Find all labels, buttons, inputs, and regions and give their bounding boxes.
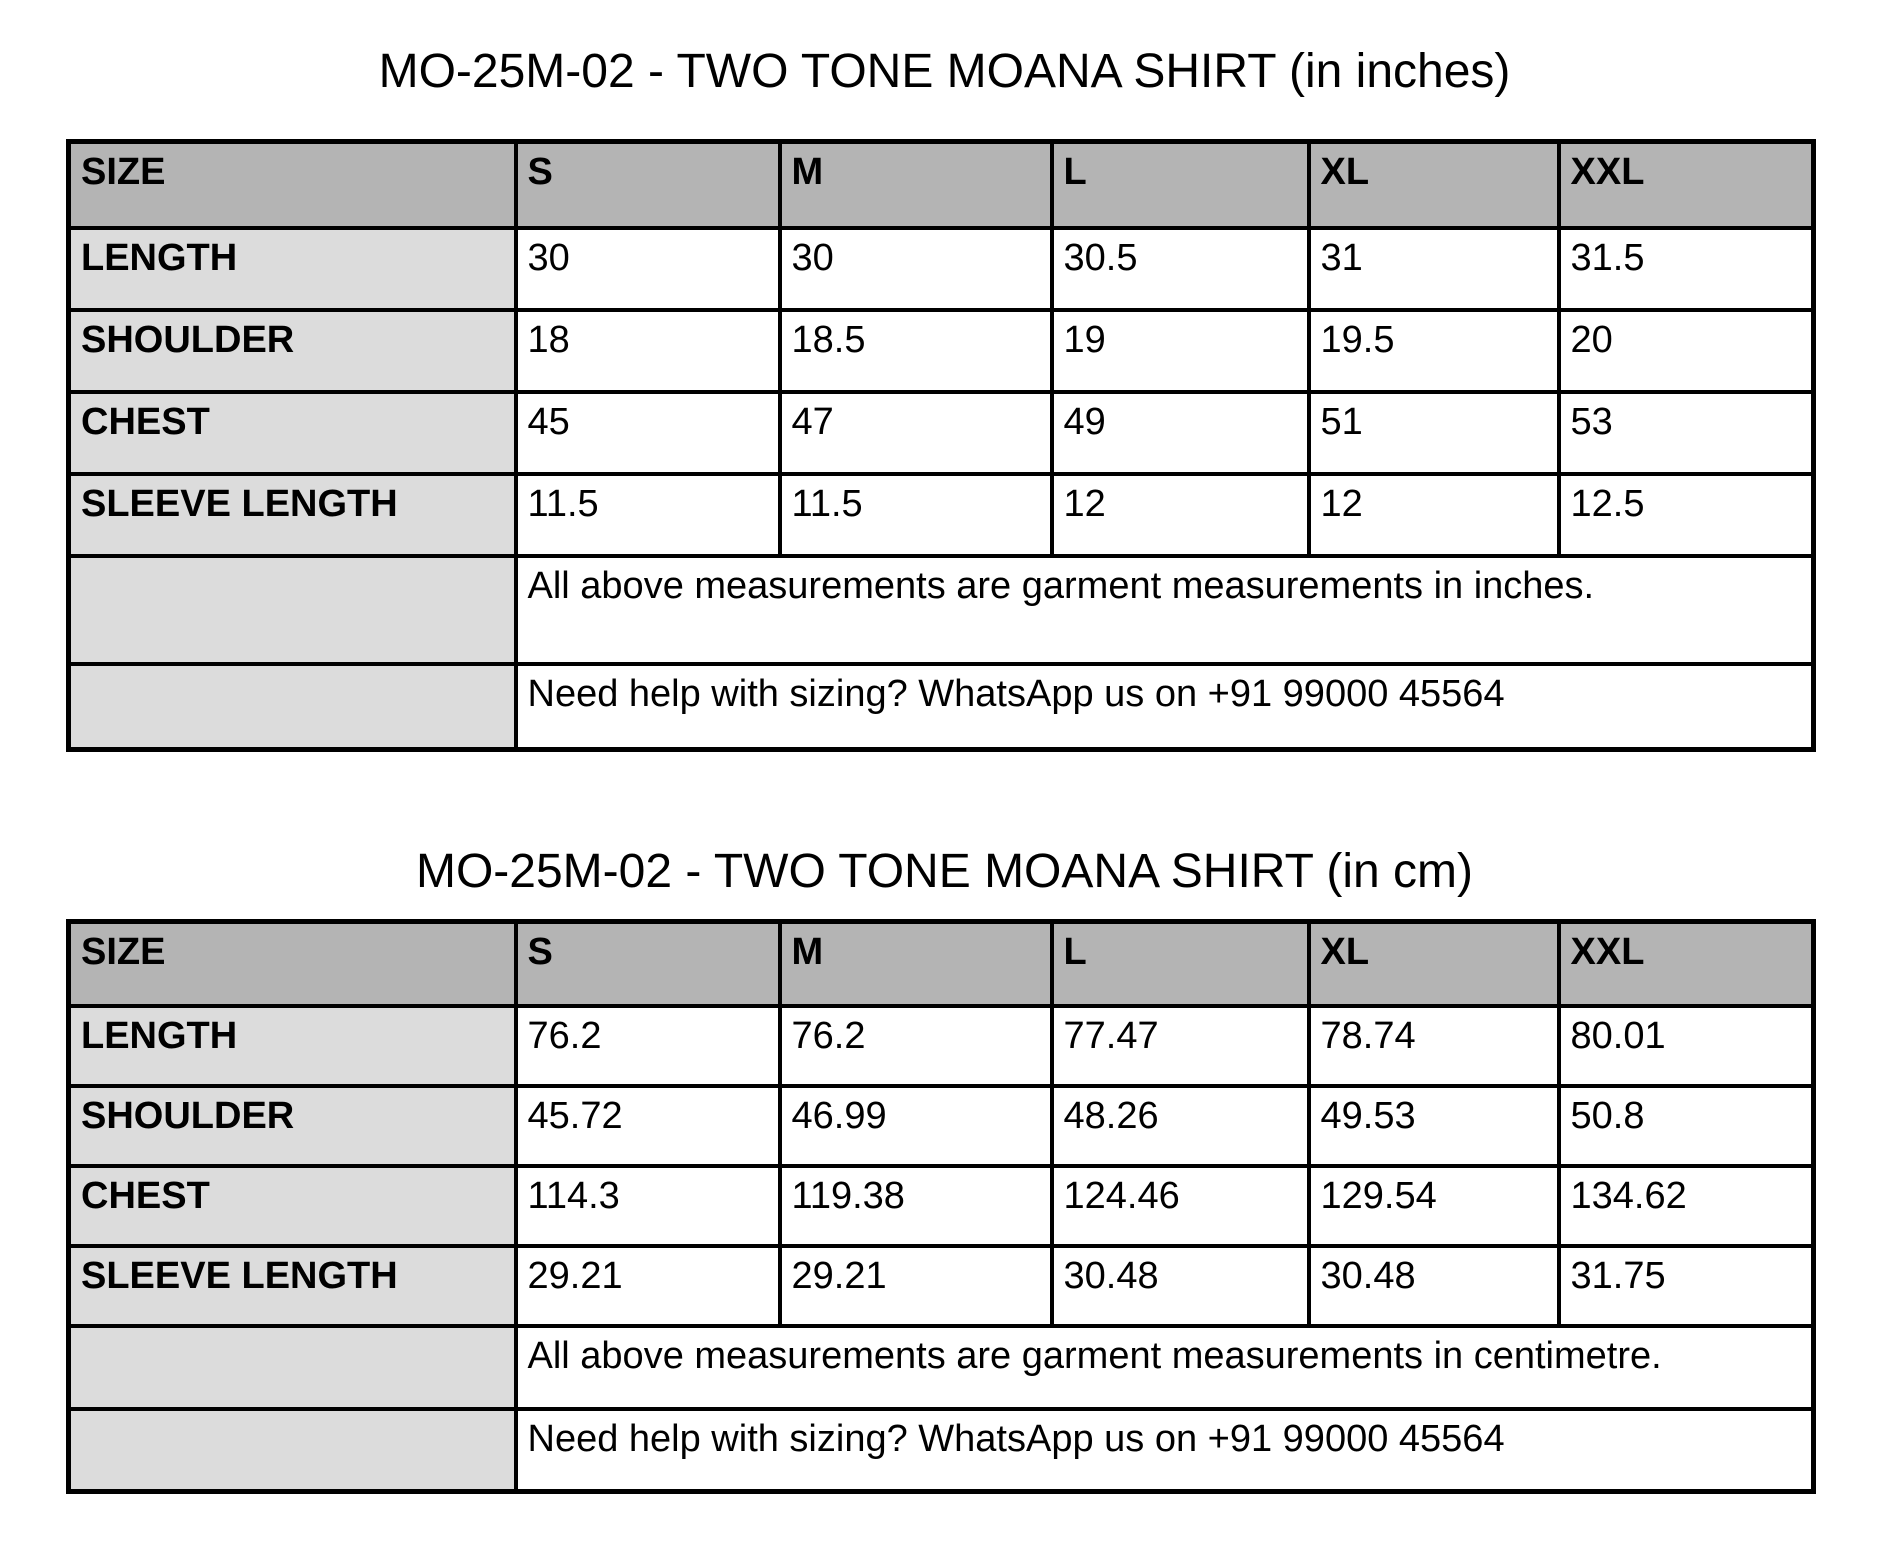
header-cell-xl: XL [1309, 922, 1559, 1006]
row-label-length: LENGTH [69, 1006, 516, 1086]
header-cell-s: S [516, 922, 780, 1006]
cell-sleeve-l: 30.48 [1052, 1246, 1309, 1326]
cell-chest-xxl: 53 [1559, 392, 1814, 474]
note-row-whatsapp [69, 1409, 1814, 1492]
cell-length-s: 76.2 [516, 1006, 780, 1086]
cell-sleeve-xl: 30.48 [1309, 1246, 1559, 1326]
cell-chest-m: 47 [780, 392, 1052, 474]
note-cell-whatsapp: Need help with sizing? WhatsApp us on +91 99000 45564 [516, 1409, 1814, 1492]
empty-label-cell [69, 664, 516, 750]
row-label-shoulder: SHOULDER [69, 1086, 516, 1166]
empty-label-cell [69, 556, 516, 664]
cell-chest-xl: 129.54 [1309, 1166, 1559, 1246]
note-cell-measurements: All above measurements are garment measurements in inches. [516, 556, 1814, 664]
cell-shoulder-xxl: 20 [1559, 310, 1814, 392]
header-cell-l: L [1052, 142, 1309, 228]
cell-chest-m: 119.38 [780, 1166, 1052, 1246]
header-cell-l: L [1052, 922, 1309, 1006]
cell-chest-s: 45 [516, 392, 780, 474]
cell-shoulder-m: 46.99 [780, 1086, 1052, 1166]
cell-shoulder-m: 18.5 [780, 310, 1052, 392]
header-cell-xxl: XXL [1559, 142, 1814, 228]
header-row [69, 142, 1814, 228]
cell-length-l: 30.5 [1052, 228, 1309, 310]
cell-sleeve-s: 11.5 [516, 474, 780, 556]
cell-shoulder-s: 45.72 [516, 1086, 780, 1166]
row-label-sleeve-length: SLEEVE LENGTH [69, 1246, 516, 1326]
row-label-chest: CHEST [69, 1166, 516, 1246]
row-label-shoulder: SHOULDER [69, 310, 516, 392]
cell-shoulder-s: 18 [516, 310, 780, 392]
size-chart-table-inches [66, 139, 1816, 752]
note-row-whatsapp [69, 664, 1814, 750]
note-cell-measurements: All above measurements are garment measurements in centimetre. [516, 1326, 1814, 1409]
note-cell-whatsapp: Need help with sizing? WhatsApp us on +91 99000 45564 [516, 664, 1814, 750]
table-row-length [69, 228, 1814, 310]
table-row-chest [69, 392, 1814, 474]
header-cell-xxl: XXL [1559, 922, 1814, 1006]
cell-length-m: 30 [780, 228, 1052, 310]
table-row-sleeve-length [69, 474, 1814, 556]
header-cell-size: SIZE [69, 922, 516, 1006]
cell-chest-xl: 51 [1309, 392, 1559, 474]
size-chart-table-cm [66, 919, 1816, 1494]
cell-shoulder-xxl: 50.8 [1559, 1086, 1814, 1166]
cell-shoulder-xl: 19.5 [1309, 310, 1559, 392]
cell-sleeve-s: 29.21 [516, 1246, 780, 1326]
header-cell-s: S [516, 142, 780, 228]
cell-length-m: 76.2 [780, 1006, 1052, 1086]
header-row [69, 922, 1814, 1006]
header-cell-size: SIZE [69, 142, 516, 228]
cell-sleeve-m: 11.5 [780, 474, 1052, 556]
header-cell-m: M [780, 922, 1052, 1006]
header-cell-m: M [780, 142, 1052, 228]
cell-chest-l: 49 [1052, 392, 1309, 474]
size-chart-title-cm: MO-25M-02 - TWO TONE MOANA SHIRT (in cm) [415, 845, 1474, 899]
empty-label-cell [69, 1326, 516, 1409]
cell-chest-s: 114.3 [516, 1166, 780, 1246]
cell-shoulder-l: 19 [1052, 310, 1309, 392]
cell-sleeve-xl: 12 [1309, 474, 1559, 556]
table-row-shoulder [69, 1086, 1814, 1166]
cell-length-xxl: 80.01 [1559, 1006, 1814, 1086]
row-label-sleeve-length: SLEEVE LENGTH [69, 474, 516, 556]
header-cell-xl: XL [1309, 142, 1559, 228]
cell-length-s: 30 [516, 228, 780, 310]
table-row-length [69, 1006, 1814, 1086]
cell-sleeve-m: 29.21 [780, 1246, 1052, 1326]
cell-length-xl: 31 [1309, 228, 1559, 310]
cell-shoulder-xl: 49.53 [1309, 1086, 1559, 1166]
cell-sleeve-xxl: 31.75 [1559, 1246, 1814, 1326]
cell-length-l: 77.47 [1052, 1006, 1309, 1086]
cell-chest-l: 124.46 [1052, 1166, 1309, 1246]
table-row-chest [69, 1166, 1814, 1246]
cell-sleeve-l: 12 [1052, 474, 1309, 556]
cell-length-xxl: 31.5 [1559, 228, 1814, 310]
cell-chest-xxl: 134.62 [1559, 1166, 1814, 1246]
cell-length-xl: 78.74 [1309, 1006, 1559, 1086]
empty-label-cell [69, 1409, 516, 1492]
row-label-chest: CHEST [69, 392, 516, 474]
row-label-length: LENGTH [69, 228, 516, 310]
table-row-sleeve-length [69, 1246, 1814, 1326]
note-row-measurements [69, 1326, 1814, 1409]
cell-shoulder-l: 48.26 [1052, 1086, 1309, 1166]
cell-sleeve-xxl: 12.5 [1559, 474, 1814, 556]
size-chart-title-inches: MO-25M-02 - TWO TONE MOANA SHIRT (in inches) [378, 45, 1511, 98]
note-row-measurements [69, 556, 1814, 664]
table-row-shoulder [69, 310, 1814, 392]
